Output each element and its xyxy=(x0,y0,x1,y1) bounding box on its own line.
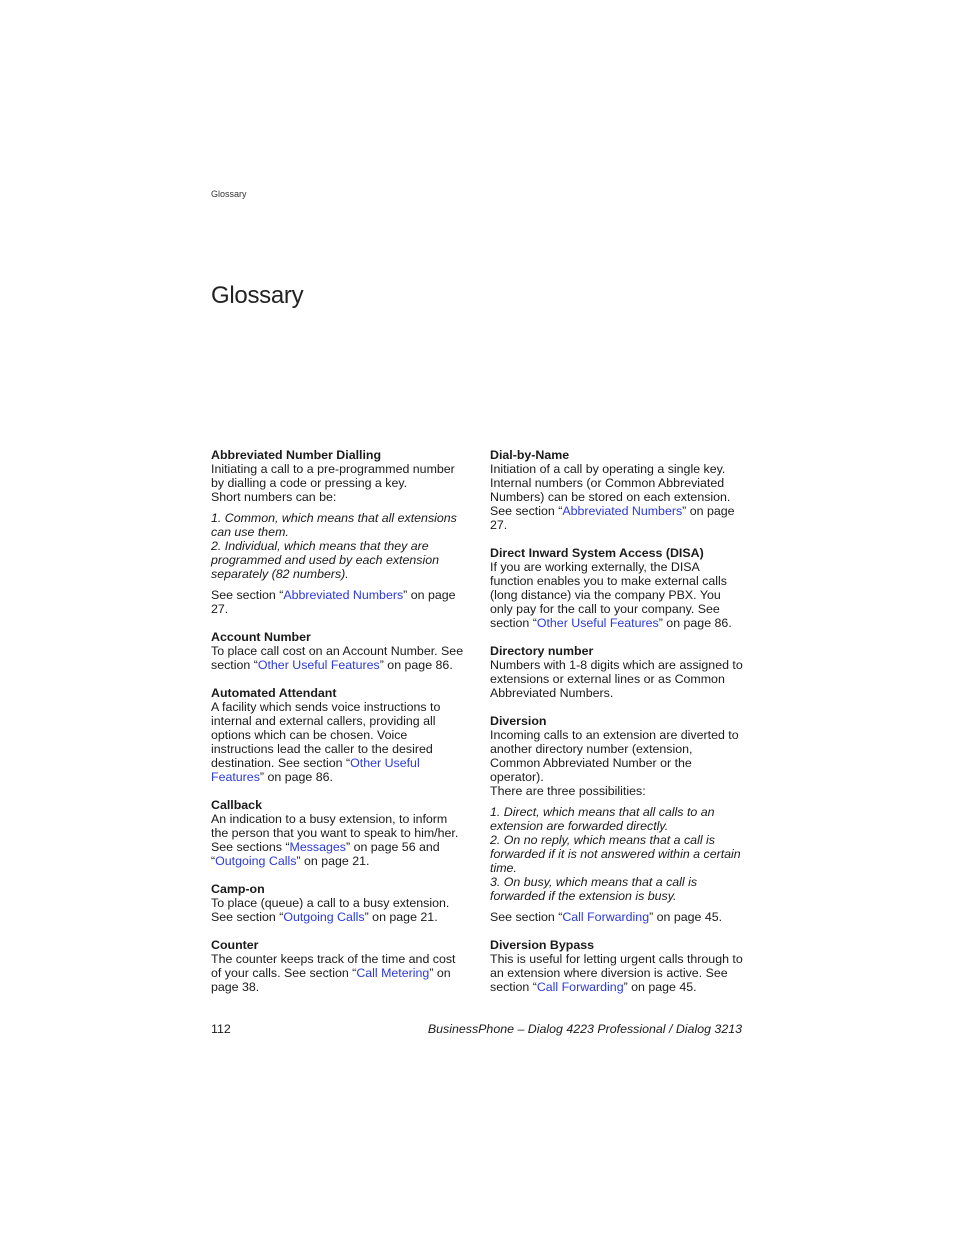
right-column xyxy=(490,448,745,1008)
entry-text: Initiating a call to a pre-programmed number by dialling a code or pressing a key. xyxy=(211,462,455,490)
entry-term: Account Number xyxy=(211,630,311,644)
glossary-entry-diversion xyxy=(490,714,745,924)
glossary-entry-camp-on xyxy=(211,882,466,924)
entry-text: If you are working externally, the DISA function enables you to make external calls (long distance) via the company PBX. You only pay for the call to your company. See section “Other Useful Features” on page 86. xyxy=(490,560,732,630)
entry-term: Directory number xyxy=(490,644,594,658)
document-title: BusinessPhone – Dialog 4223 Professional / Dialog 3213 xyxy=(427,1022,742,1036)
glossary-entry-disa xyxy=(490,546,745,630)
link-outgoing-calls[interactable]: Outgoing Calls xyxy=(283,910,365,924)
glossary-entry-diversion-bypass xyxy=(490,938,745,994)
entry-list-item: 1. Common, which means that all extensions can use them. xyxy=(211,511,457,539)
glossary-entry-directory-number xyxy=(490,644,745,700)
glossary-entry-counter xyxy=(211,938,466,994)
link-outgoing-calls[interactable]: Outgoing Calls xyxy=(215,854,297,868)
entry-term: Diversion xyxy=(490,714,547,728)
link-other-useful-features[interactable]: Other Useful Features xyxy=(211,756,420,784)
entry-text: Incoming calls to an extension are diverted to another directory number (extension, Common Abbreviated Number or the operator). xyxy=(490,728,739,784)
entry-list-item: 2. Individual, which means that they are programmed and used by each extension separately (82 numbers). xyxy=(211,539,439,581)
link-call-metering[interactable]: Call Metering xyxy=(356,966,430,980)
entry-text: There are three possibilities: xyxy=(490,784,646,798)
entry-list-item: 2. On no reply, which means that a call is forwarded if it is not answered within a certain time. xyxy=(490,833,741,875)
entry-list-item: 3. On busy, which means that a call is forwarded if the extension is busy. xyxy=(490,875,698,903)
glossary-entry-abbreviated-number-dialling xyxy=(211,448,466,616)
link-call-forwarding[interactable]: Call Forwarding xyxy=(562,910,650,924)
link-messages[interactable]: Messages xyxy=(289,840,346,854)
glossary-entry-callback xyxy=(211,798,466,868)
entry-term: Callback xyxy=(211,798,262,812)
entry-see-also: See section “Call Forwarding” on page 45. xyxy=(490,910,723,924)
entry-text: Initiation of a call by operating a single key. Internal numbers (or Common Abbreviated Numbers) can be stored on each extension. See section “Abbreviated Numbers” on page 27. xyxy=(490,462,735,532)
entry-text: Numbers with 1-8 digits which are assigned to extensions or external lines or as Common Abbreviated Numbers. xyxy=(490,658,743,700)
entry-term: Direct Inward System Access (DISA) xyxy=(490,546,704,560)
entry-term: Abbreviated Number Dialling xyxy=(211,448,382,462)
link-other-useful-features[interactable]: Other Useful Features xyxy=(536,616,659,630)
entry-list-item: 1. Direct, which means that all calls to an extension are forwarded directly. xyxy=(490,805,715,833)
link-other-useful-features[interactable]: Other Useful Features xyxy=(257,658,380,672)
entry-term: Diversion Bypass xyxy=(490,938,594,952)
page-title: Glossary xyxy=(211,282,304,309)
entry-term: Dial-by-Name xyxy=(490,448,570,462)
entry-term: Automated Attendant xyxy=(211,686,337,700)
glossary-entry-account-number xyxy=(211,630,466,672)
entry-text: To place call cost on an Account Number. See section “Other Useful Features” on page 86. xyxy=(211,644,464,672)
glossary-entry-automated-attendant xyxy=(211,686,466,784)
entry-text: This is useful for letting urgent calls through to an extension where diversion is active. See section “Call Forwarding” on page 45. xyxy=(490,952,743,994)
entry-text: An indication to a busy extension, to inform the person that you want to speak to him/her. See sections “Messages” on page 56 and “Outgoing Calls” on page 21. xyxy=(211,812,459,868)
link-abbreviated-numbers[interactable]: Abbreviated Numbers xyxy=(283,588,404,602)
entry-text: The counter keeps track of the time and cost of your calls. See section “Call Metering” on page 38. xyxy=(211,952,456,994)
page-number: 112 xyxy=(211,1022,231,1036)
entry-term: Counter xyxy=(211,938,259,952)
entry-text: To place (queue) a call to a busy extension. See section “Outgoing Calls” on page 21. xyxy=(211,896,450,924)
entry-term: Camp-on xyxy=(211,882,265,896)
running-header: Glossary xyxy=(211,189,247,199)
entry-text: Short numbers can be: xyxy=(211,490,337,504)
glossary-entry-dial-by-name xyxy=(490,448,745,532)
link-call-forwarding[interactable]: Call Forwarding xyxy=(536,980,624,994)
entry-see-also: See section “Abbreviated Numbers” on page 27. xyxy=(211,588,456,616)
entry-text: A facility which sends voice instructions to internal and external callers, providing all options which can be chosen. Voice instructions lead the caller to the desired destination. See section “Other Useful Features” on page 86. xyxy=(211,700,441,784)
left-column xyxy=(211,448,466,1008)
link-abbreviated-numbers[interactable]: Abbreviated Numbers xyxy=(562,504,683,518)
